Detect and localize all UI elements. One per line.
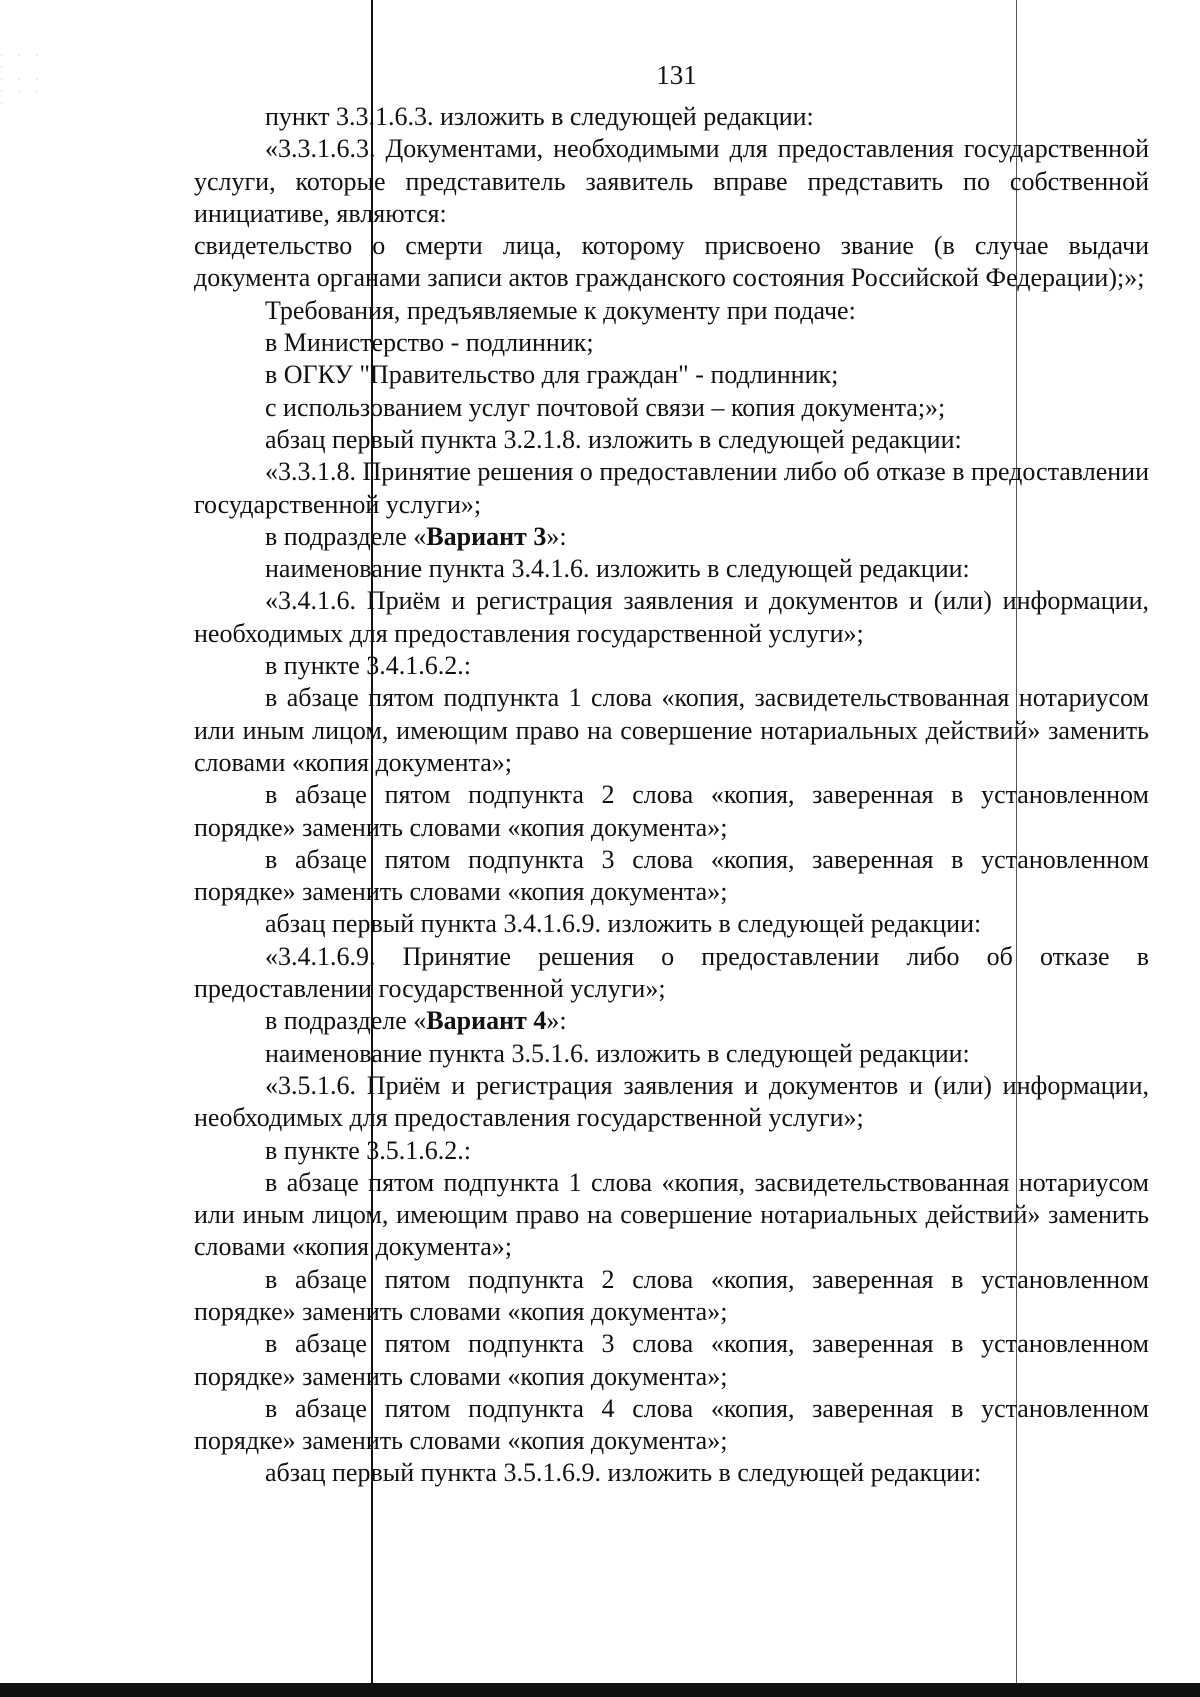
document-paragraph: в абзаце пятом подпункта 1 слова «копия, засвидетельствованная нотариусом или иным лицом, имеющим право на совершение нотариальных действий» заменить словами «копия документа»;: [194, 1167, 1149, 1262]
document-paragraph: в абзаце пятом подпункта 1 слова «копия, засвидетельствованная нотариусом или иным лицом, имеющим право на совершение нотариальных действий» заменить словами «копия документа»;: [194, 683, 1149, 777]
document-paragraph: в пункте 3.5.1.6.2.:: [265, 1135, 472, 1165]
page-number: 131: [656, 60, 697, 90]
document-body: [194, 101, 1149, 1490]
document-paragraph: в Министерство - подлинник;: [265, 328, 594, 358]
document-paragraph: наименование пункта 3.4.1.6. изложить в следующей редакции:: [265, 554, 970, 584]
document-paragraph: «3.4.1.6.9. Принятие решения о предоставлении либо об отказе в предоставлении государственной услуги»;: [194, 941, 1149, 1004]
document-paragraph: абзац первый пункта 3.2.1.8. изложить в следующей редакции:: [265, 424, 962, 454]
paragraph-text: »:: [546, 521, 567, 551]
document-paragraph: в пункте 3.4.1.6.2.:: [265, 651, 472, 681]
document-paragraph: пункт 3.3.1.6.3. изложить в следующей редакции:: [265, 102, 814, 131]
document-paragraph: «3.3.1.8. Принятие решения о предоставлении либо об отказе в предоставлении государственной услуги»;: [194, 457, 1149, 519]
bottom-scan-border: [0, 1683, 1200, 1697]
paragraph-text: »:: [546, 1006, 567, 1036]
document-paragraph: абзац первый пункта 3.4.1.6.9. изложить в следующей редакции:: [265, 909, 982, 939]
document-paragraph: [194, 1005, 1149, 1037]
document-paragraph: [194, 521, 1149, 553]
section-variant-title: Вариант 4: [426, 1006, 547, 1036]
document-paragraph: «3.3.1.6.3. Документами, необходимыми для предоставления государственной услуги, которые представитель заявитель вправе представить по собственной инициативе, являются:: [194, 134, 1149, 228]
document-paragraph: в абзаце пятом подпункта 2 слова «копия, заверенная в установленном порядке» заменить словами «копия документа»;: [194, 1264, 1149, 1326]
scan-noise: · · · · · · · · · · ·: [0, 51, 45, 109]
document-paragraph: с использованием услуг почтовой связи – копия документа;»;: [265, 392, 946, 422]
document-paragraph: абзац первый пункта 3.5.1.6.9. изложить в следующей редакции:: [265, 1458, 982, 1488]
document-paragraph: свидетельство о смерти лица, которому присвоено звание (в случае выдачи документа органами записи актов гражданского состояния Российской Федерации);»;: [194, 231, 1149, 293]
paragraph-text: в подразделе «: [265, 1006, 427, 1036]
document-paragraph: Требования, предъявляемые к документу при подаче:: [265, 295, 856, 325]
paragraph-text: в подразделе «: [265, 521, 427, 551]
document-paragraph: в абзаце пятом подпункта 3 слова «копия, заверенная в установленном порядке» заменить словами «копия документа»;: [194, 1329, 1149, 1391]
document-paragraph: в абзаце пятом подпункта 4 слова «копия, заверенная в установленном порядке» заменить словами «копия документа»;: [194, 1393, 1149, 1456]
document-paragraph: «3.4.1.6. Приём и регистрация заявления и документов и (или) информации, необходимых для предоставления государственной услуги»;: [194, 586, 1149, 648]
section-variant-title: Вариант 3: [426, 521, 547, 551]
document-paragraph: в ОГКУ "Правительство для граждан" - подлинник;: [265, 360, 839, 390]
document-paragraph: в абзаце пятом подпункта 2 слова «копия, заверенная в установленном порядке» заменить словами «копия документа»;: [194, 780, 1149, 842]
document-paragraph: «3.5.1.6. Приём и регистрация заявления и документов и (или) информации, необходимых для предоставления государственной услуги»;: [194, 1070, 1149, 1133]
document-paragraph: наименование пункта 3.5.1.6. изложить в следующей редакции:: [265, 1038, 970, 1068]
document-paragraph: в абзаце пятом подпункта 3 слова «копия, заверенная в установленном порядке» заменить словами «копия документа»;: [194, 844, 1149, 907]
